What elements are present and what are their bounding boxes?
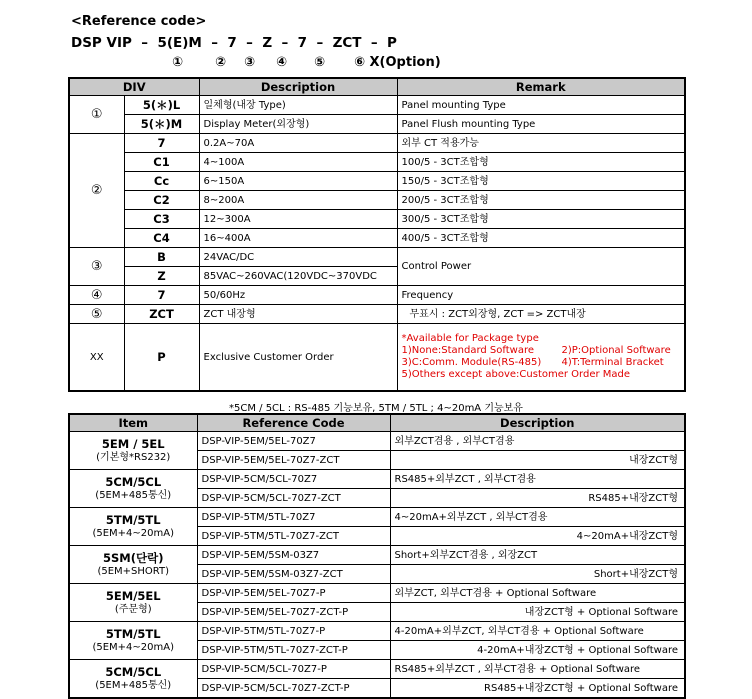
row-remark: 200/5 - 3CT조합형 (397, 191, 685, 210)
row-description: 4~100A (199, 153, 397, 172)
row-code: Cc (124, 172, 199, 191)
row-description: Display Meter(외장형) (199, 115, 397, 134)
table-header-row (69, 78, 685, 96)
description-cell: 내장ZCT형 + Optional Software (390, 603, 685, 622)
reference-code-cell: DSP-VIP-5TM/5TL-70Z7-ZCT (197, 527, 390, 546)
reference-code-cell: DSP-VIP-5EM/5EL-70Z7-P (197, 584, 390, 603)
table-row (69, 210, 685, 229)
row-remark: 100/5 - 3CT조합형 (397, 153, 685, 172)
table-row (69, 546, 685, 565)
reference-code-cell: DSP-VIP-5CM/5CL-70Z7-P (197, 660, 390, 679)
table-header-row (69, 414, 685, 432)
item-name-cell (69, 546, 197, 584)
row-number: ① (69, 96, 124, 134)
item-name: 5EM/5EL (105, 588, 161, 603)
table-row (69, 584, 685, 603)
row-code: B (124, 248, 199, 267)
row-remark: Panel Flush mounting Type (397, 115, 685, 134)
description-cell: RS485+내장ZCT형 + Optional Software (390, 679, 685, 699)
option-remark-line: 3)C:Comm. Module(RS-485) 4)T:Terminal Bracket (401, 357, 664, 368)
description-cell: 4-20mA+내장ZCT형 + Optional Software (390, 641, 685, 660)
row-code: 7 (124, 134, 199, 153)
row-remark: 300/5 - 3CT조합형 (397, 210, 685, 229)
reference-code-cell: DSP-VIP-5EM/5SM-03Z7-ZCT (197, 565, 390, 584)
item-subtitle: (5EM+SHORT) (97, 565, 170, 577)
item-subtitle: (기본형*RS232) (96, 451, 171, 463)
row-code: C1 (124, 153, 199, 172)
item-name: 5EM / 5EL (101, 436, 165, 451)
row-code: 7 (124, 286, 199, 305)
row-description: 8~200A (199, 191, 397, 210)
reference-code-cell: DSP-VIP-5EM/5EL-70Z7 (197, 432, 390, 451)
option-remark-line: 1)None:Standard Software 2)P:Optional Software (401, 345, 671, 356)
row-description: Exclusive Customer Order (199, 324, 397, 392)
item-subtitle: (5EM+485통신) (95, 489, 172, 501)
reference-code-cell: DSP-VIP-5CM/5CL-70Z7 (197, 470, 390, 489)
row-code: C3 (124, 210, 199, 229)
item-name: 5SM(단락) (103, 550, 164, 565)
row-remark: Control Power (397, 248, 685, 286)
table-row (69, 508, 685, 527)
option-remark (397, 324, 685, 392)
option-remark-line: 5)Others except above:Customer Order Made (401, 369, 631, 380)
item-name-cell (69, 470, 197, 508)
table-row (69, 172, 685, 191)
item-name: 5CM/5CL (105, 664, 162, 679)
reference-code-cell: DSP-VIP-5CM/5CL-70Z7-ZCT (197, 489, 390, 508)
reference-code-format: DSP VIP – 5(E)M – 7 – Z – 7 – ZCT – P (71, 35, 397, 51)
row-code: C4 (124, 229, 199, 248)
row-remark: Panel mounting Type (397, 96, 685, 115)
position-marker-2: ② (215, 55, 227, 70)
description-cell: 외부ZCT, 외부CT겸용 + Optional Software (390, 584, 685, 603)
reference-code-cell: DSP-VIP-5TM/5TL-70Z7-ZCT-P (197, 641, 390, 660)
row-code: 5(＊)M (124, 115, 199, 134)
row-code: 5(＊)L (124, 96, 199, 115)
item-name: 5CM/5CL (105, 474, 162, 489)
table-row (69, 115, 685, 134)
item-table-body (69, 432, 685, 699)
header-item: Item (69, 414, 197, 432)
position-marker-4: ④ (276, 55, 288, 70)
reference-code-cell: DSP-VIP-5EM/5EL-70Z7-ZCT-P (197, 603, 390, 622)
description-cell: 4-20mA+외부ZCT, 외부CT겸용 + Optional Software (390, 622, 685, 641)
row-remark: 400/5 - 3CT조합형 (397, 229, 685, 248)
item-subtitle: (5EM+4~20mA) (92, 527, 175, 539)
row-description: 85VAC~260VAC(120VDC~370VDC (199, 267, 397, 286)
item-name-cell (69, 622, 197, 660)
table-row (69, 191, 685, 210)
row-description: ZCT 내장형 (199, 305, 397, 324)
description-cell: 외부ZCT겸용 , 외부CT겸용 (390, 432, 685, 451)
header-description: Description (390, 414, 685, 432)
table-row (69, 470, 685, 489)
table-row (69, 286, 685, 305)
reference-code-cell: DSP-VIP-5EM/5SM-03Z7 (197, 546, 390, 565)
row-remark: Frequency (397, 286, 685, 305)
row-description: 0.2A~70A (199, 134, 397, 153)
item-name-cell (69, 660, 197, 699)
row-description: 24VAC/DC (199, 248, 397, 267)
item-name: 5TM/5TL (105, 626, 161, 641)
reference-code-cell: DSP-VIP-5EM/5EL-70Z7-ZCT (197, 451, 390, 470)
row-remark: 150/5 - 3CT조합형 (397, 172, 685, 191)
table-row (69, 229, 685, 248)
row-description: 50/60Hz (199, 286, 397, 305)
header-remark: Remark (397, 78, 685, 96)
reference-code-title: <Reference code> (71, 14, 207, 29)
description-cell: RS485+외부ZCT , 외부CT겸용 + Optional Software (390, 660, 685, 679)
description-cell: 내장ZCT형 (390, 451, 685, 470)
item-subtitle: (5EM+4~20mA) (92, 641, 175, 653)
description-cell: 4~20mA+내장ZCT형 (390, 527, 685, 546)
row-description: 16~400A (199, 229, 397, 248)
item-table (68, 413, 686, 699)
header-div: DIV (69, 78, 199, 96)
row-code: P (124, 324, 199, 392)
option-remark-line: *Available for Package type (401, 333, 539, 344)
item-name-cell (69, 584, 197, 622)
reference-code-cell: DSP-VIP-5TM/5TL-70Z7 (197, 508, 390, 527)
position-marker-1: ① (172, 55, 184, 70)
row-remark: 무표시 : ZCT외장형, ZCT => ZCT내장 (397, 305, 685, 324)
description-cell: Short+외부ZCT겸용 , 외장ZCT (390, 546, 685, 565)
reference-code-table (68, 77, 686, 392)
reference-code-cell: DSP-VIP-5CM/5CL-70Z7-ZCT-P (197, 679, 390, 699)
description-cell: RS485+외부ZCT , 외부CT겸용 (390, 470, 685, 489)
row-remark: 외부 CT 적용가능 (397, 134, 685, 153)
row-number: ⑤ (69, 305, 124, 324)
table-row (69, 324, 685, 392)
position-marker-3: ③ (244, 55, 256, 70)
row-number: XX (69, 324, 124, 392)
description-cell: 4~20mA+외부ZCT , 외부CT겸용 (390, 508, 685, 527)
table-row (69, 305, 685, 324)
description-cell: RS485+내장ZCT형 (390, 489, 685, 508)
row-description: 6~150A (199, 172, 397, 191)
row-description: 일체형(내장 Type) (199, 96, 397, 115)
row-code: ZCT (124, 305, 199, 324)
row-number: ④ (69, 286, 124, 305)
table-row (69, 622, 685, 641)
table-row (69, 134, 685, 153)
table-row (69, 660, 685, 679)
item-subtitle: (5EM+485통신) (95, 679, 172, 691)
position-marker-5: ⑤ (314, 55, 326, 70)
description-cell: Short+내장ZCT형 (390, 565, 685, 584)
table-row (69, 248, 685, 267)
row-code: C2 (124, 191, 199, 210)
footnote: *5CM / 5CL : RS-485 기능보유, 5TM / 5TL ; 4~20mA 기능보유 (229, 403, 523, 414)
item-subtitle: (주문형) (114, 603, 152, 615)
header-reference-code: Reference Code (197, 414, 390, 432)
item-name-cell (69, 432, 197, 470)
table-row (69, 153, 685, 172)
row-code: Z (124, 267, 199, 286)
reference-code-cell: DSP-VIP-5TM/5TL-70Z7-P (197, 622, 390, 641)
item-name: 5TM/5TL (105, 512, 161, 527)
row-number: ③ (69, 248, 124, 286)
table-row (69, 96, 685, 115)
header-description: Description (199, 78, 397, 96)
row-number: ② (69, 134, 124, 248)
row-description: 12~300A (199, 210, 397, 229)
table-row (69, 432, 685, 451)
position-marker-6: ⑥ X(Option) (354, 55, 441, 70)
item-name-cell (69, 508, 197, 546)
